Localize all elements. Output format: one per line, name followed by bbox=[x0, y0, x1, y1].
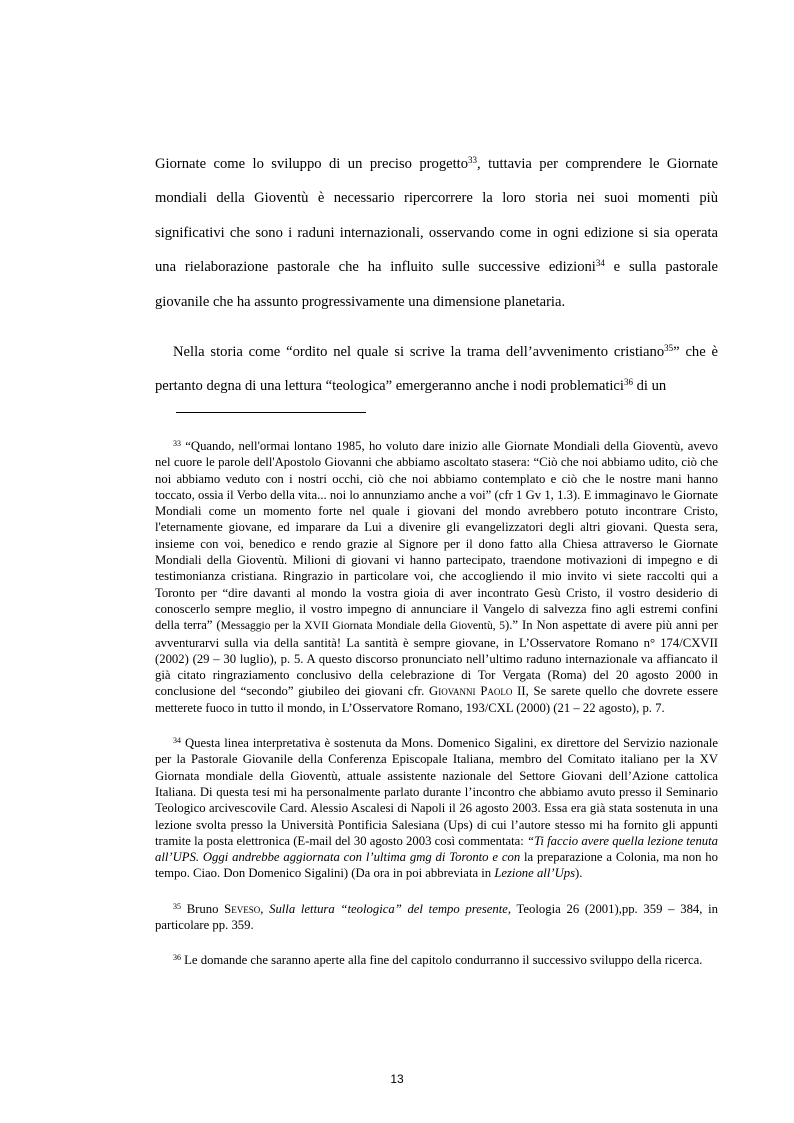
footnote-number: 34 bbox=[173, 736, 181, 746]
footnote-33 bbox=[155, 438, 718, 716]
main-text bbox=[155, 147, 718, 404]
text-run: ). bbox=[575, 866, 583, 881]
footnote-35 bbox=[155, 901, 718, 934]
text-run: ” che è pertanto degna di una lettura “teologica” emergeranno anche i nodi problematici bbox=[155, 344, 718, 395]
work-title: Sulla lettura “teologica” del tempo presente bbox=[269, 901, 508, 916]
text-run: di un bbox=[632, 378, 667, 395]
abbreviation: Lezione all’Ups bbox=[494, 866, 576, 881]
footnote-ref-34[interactable]: 34 bbox=[595, 258, 605, 269]
quoted-text: “Ti faccio avere quella lezione tenuta all’UPS. Oggi andrebbe aggiornata con l’ultima gmg di Toronto e con bbox=[155, 833, 718, 865]
footnote-number: 35 bbox=[173, 901, 181, 911]
text-run: “Quando, nell'ormai lontano 1985, ho voluto dare inizio alle Giornate Mondiali della Gioventù, avevo nel cuore le parole dell'Apostolo Giovanni che abbiamo ascoltato stasera: “Ciò che noi abbiamo udito, ciò che noi abbiamo veduto con i nostri occhi, ciò che noi abbiamo contemplato e ciò che le nostre mani hanno toccato, ossia il Verbo della vita... noi lo annunziamo anche a voi” (cfr 1 Gv 1, 1.3). E immaginavo le Giornate Mondiali come un momento forte nel quale i giovani del mondo avrebbero potuto incontrare Cristo, l'eternamente giovane, ed imparare da Lui a divenire gli evangelizzatori degli altri giovani. Questa sera, insieme con voi, benedico e rendo grazie al Signore per il dono fatto alla Chiesa attraverso le Giornate Mondiali della Gioventù. Milioni di giovani vi hanno partecipato, traendone motivazioni di impegno e di testimonianza cristiana. Ringrazio in particolare voi, che accogliendo il mio invito vi siete raccolti qui a Toronto per “dire davanti al mondo la vostra gioia di aver incontrato Gesù Cristo, il vostro desiderio di conoscerlo sempre meglio, il vostro impegno di annunciare il Vangelo di salvezza fino agli estremi confini della terra” ( bbox=[155, 439, 718, 633]
footnote-separator bbox=[176, 412, 366, 413]
footnote-number: 33 bbox=[173, 439, 181, 448]
paragraph-1 bbox=[155, 147, 718, 319]
page-number: 13 bbox=[390, 1072, 404, 1086]
footnotes bbox=[155, 438, 718, 969]
text-run: Questa linea interpretativa è sostenuta da Mons. Domenico Sigalini, ex direttore del Servizio nazionale per la Pastorale Giovanile della Conferenza Episcopale Italiana, membro del Comitato italiano per la XV Giornata mondiale della Gioventù, attuale assistente nazionale del Settore Giovani dell’Azione cattolica Italiana. Di questa tesi mi ha personalmente parlato durante l’incontro che abbiamo avuto presso il Seminario Teologico arcivescovile Card. Alessio Ascalesi di Napoli il 26 agosto 2003. Essa era già stata sostenuta in una lezione svolta presso la Università Pontificia Salesiana (Ups) di cui l’autore stesso mi ha fornito gli appunti tramite la posta elettronica (E-mail del 30 agosto 2003 così commentata: bbox=[155, 736, 718, 848]
text-run: , bbox=[260, 901, 270, 916]
text-run: , Teologia 26 (2001),pp. 359 – 384, in particolare pp. 359. bbox=[155, 901, 719, 933]
author-name: Paolo bbox=[480, 684, 513, 699]
text-run: , tuttavia per comprendere le Giornate mondiali della Gioventù è necessario ripercorrere la loro storia nei suoi momenti più significativi che sono i raduni internazionali, osservando come in ogni edizione si sia operata una rielaborazione pastorale che ha influito sulle successive edizioni bbox=[155, 156, 718, 276]
footnote-ref-35[interactable]: 35 bbox=[664, 343, 674, 354]
text-run: e sulla pastorale giovanile che ha assunto progressivamente una dimensione planetaria. bbox=[155, 259, 718, 310]
text-run: II, Se sarete quello che dovrete essere metterete fuoco in tutto il mondo, in L’Osservatore Romano, 193/CXL (2000) (21 – 22 agosto), p. 7. bbox=[155, 684, 719, 715]
text-run: Giornate come lo sviluppo di un preciso progetto bbox=[155, 156, 469, 172]
author-name: Seveso bbox=[224, 901, 261, 916]
text-run: la preparazione a Colonia, ma non ho tempo. Ciao. Don Domenico Sigalini) (Da ora in poi abbreviata in bbox=[155, 850, 718, 881]
text-run: Le domande che saranno aperte alla fine del capitolo condurranno il successivo sviluppo della ricerca. bbox=[181, 953, 703, 968]
footnote-number: 36 bbox=[173, 953, 181, 963]
footnote-34 bbox=[155, 735, 718, 882]
text-run: ).” In Non aspettate di avere più anni per avventurarvi sulla via della santità! La santità è sempre giovane, in L’Osservatore Romano n° 174/CXVII (2002) (29 – 30 luglio), p. 5. A questo discorso pronunciato nell’ultimo raduno internazionale va affiancato il già citato ringraziamento conclusivo della celebrazione di Tor Vergata (Roma) del 20 agosto 2000 in conclusione del “secondo” giubileo dei giovani cfr. bbox=[155, 618, 718, 699]
footnote-36 bbox=[155, 952, 718, 968]
text-run: Messaggio per la XVII Giornata Mondiale della Gioventù, 5 bbox=[220, 620, 506, 633]
footnote-ref-36[interactable]: 36 bbox=[623, 377, 633, 388]
text-run: Nella storia come “ordito nel quale si scrive la trama dell’avvenimento cristiano bbox=[173, 344, 665, 361]
author-name: Giovanni bbox=[429, 684, 476, 699]
text-run: Bruno bbox=[181, 901, 225, 916]
paragraph-2 bbox=[155, 335, 718, 404]
footnote-ref-33[interactable]: 33 bbox=[468, 155, 478, 165]
